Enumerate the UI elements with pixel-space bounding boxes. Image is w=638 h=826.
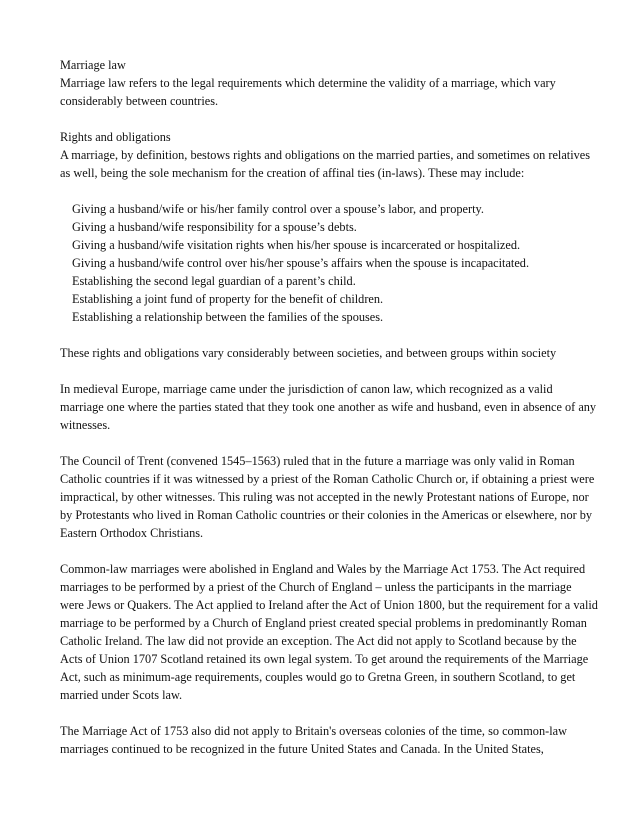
paragraph: The Marriage Act of 1753 also did not apply to Britain's overseas colonies of the time, so common-law marriages continued to be recognized in the future United States and Canada. In the United States, (60, 724, 567, 756)
paragraph: Common-law marriages were abolished in England and Wales by the Marriage Act 1753. The Act required marriages to be performed by a priest of the Church of England – unless the participants in the marriage were Jews or Quakers. The Act applied to Ireland after the Act of Union 1800, but the requirement for a valid marriage to be performed by a Church of England priest created special problems in predominantly Roman Catholic Ireland. The law did not provide an exception. The Act did not apply to Scotland because by the Acts of Union 1707 Scotland retained its own legal system. To get around the requirements of the Marriage Act, such as minimum-age requirements, couples would go to Gretna Green, in southern Scotland, to get married under Scots law. (60, 562, 598, 702)
paragraph: In medieval Europe, marriage came under the jurisdiction of canon law, which recognized as a valid marriage one where the parties stated that they took one another as wife and husband, even in absence of any witnesses. (60, 382, 597, 432)
rights-list (60, 200, 598, 326)
list-item: Giving a husband/wife control over his/her spouse’s affairs when the spouse is incapacitated. (72, 256, 530, 270)
list-item: Giving a husband/wife visitation rights when his/her spouse is incarcerated or hospitalized. (72, 238, 521, 252)
list-item: Giving a husband/wife or his/her family control over a spouse’s labor, and property. (72, 202, 484, 216)
list-item: Establishing a relationship between the families of the spouses. (72, 310, 384, 324)
section-heading: Marriage law (60, 58, 126, 72)
list-item: Giving a husband/wife responsibility for a spouse’s debts. (72, 220, 357, 234)
list-item: Establishing the second legal guardian of a parent’s child. (72, 274, 356, 288)
paragraph: The Council of Trent (convened 1545–1563) ruled that in the future a marriage was only valid in Roman Catholic countries if it was witnessed by a priest of the Roman Catholic Church or, if obtaining a priest were impractical, by other witnesses. This ruling was not accepted in the newly Protestant nations of Europe, nor by Protestants who lived in Roman Catholic countries or their colonies in the Americas or elsewhere, nor by Eastern Orthodox Christians. (60, 454, 595, 540)
section-marriage-law (60, 56, 598, 110)
list-item: Establishing a joint fund of property for the benefit of children. (72, 292, 384, 306)
section-heading: Rights and obligations (60, 130, 171, 144)
section-body: Marriage law refers to the legal requirements which determine the validity of a marriage, which vary considerably between countries. (60, 76, 556, 108)
paragraph: These rights and obligations vary considerably between societies, and between groups within society (60, 346, 557, 360)
section-body: A marriage, by definition, bestows rights and obligations on the married parties, and sometimes on relatives as well, being the sole mechanism for the creation of affinal ties (in-laws). These may include: (60, 148, 591, 180)
section-rights (60, 128, 598, 182)
